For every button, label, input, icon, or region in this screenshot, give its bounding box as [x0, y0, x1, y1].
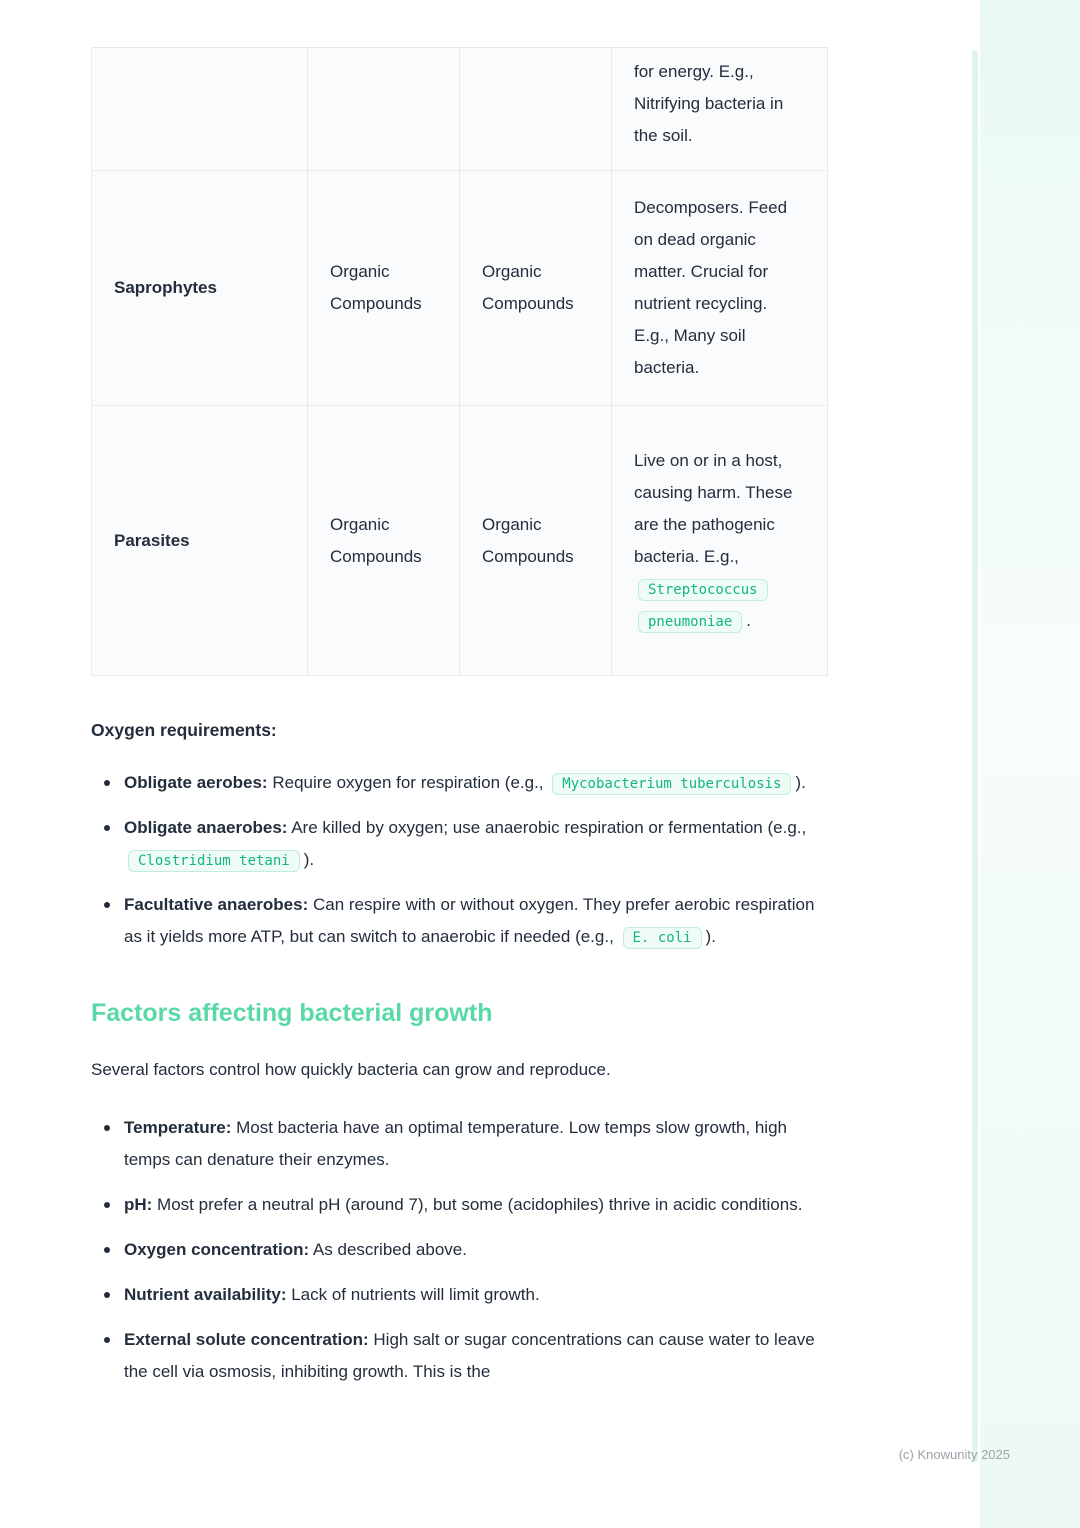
- item-text: High salt or sugar concentrations can cause water to leave the cell via osmosis, inhibiting growth. This is the: [124, 1330, 815, 1381]
- nutrition-cell: Organic Compounds: [308, 171, 460, 406]
- term-bold: Obligate anaerobes:: [124, 818, 288, 837]
- row-label-cell: Saprophytes: [92, 171, 308, 406]
- list-item: [91, 812, 831, 876]
- description-text: .: [746, 610, 752, 630]
- factors-section-heading: Factors affecting bacterial growth: [91, 999, 493, 1027]
- species-code-chip: Mycobacterium tuberculosis: [552, 773, 791, 795]
- species-code-chip: E. coli: [623, 927, 702, 949]
- energy-cell: Organic Compounds: [460, 171, 612, 406]
- list-item: [91, 767, 831, 799]
- description-text: Live on or in a host, causing harm. These are the pathogenic bacteria. E.g.,: [634, 450, 793, 566]
- list-item: [91, 1234, 831, 1266]
- item-text: ).: [303, 850, 315, 869]
- item-text: Most bacteria have an optimal temperature. Low temps slow growth, high temps can denature their enzymes.: [124, 1118, 787, 1169]
- table-row: [92, 48, 828, 171]
- list-item: [91, 1189, 831, 1221]
- term-bold: Facultative anaerobes:: [124, 895, 309, 914]
- species-code-chip: Clostridium tetani: [128, 850, 300, 872]
- item-text: Require oxygen for respiration (e.g.,: [267, 773, 549, 792]
- description-cell: [612, 406, 828, 676]
- page-edge-decoration: [980, 0, 1080, 1528]
- item-text: ).: [705, 927, 716, 946]
- energy-cell: [460, 48, 612, 171]
- list-item: [91, 1112, 831, 1176]
- row-label-cell: Parasites: [92, 406, 308, 676]
- list-item: [91, 1279, 831, 1311]
- nutrition-cell: [308, 48, 460, 171]
- list-item: [91, 1324, 831, 1388]
- description-cell: for energy. E.g., Nitrifying bacteria in the soil.: [612, 48, 828, 171]
- scrollbar-track[interactable]: [972, 50, 978, 1462]
- item-text: As described above.: [309, 1240, 467, 1259]
- term-bold: Obligate aerobes:: [124, 773, 268, 792]
- row-label-cell: [92, 48, 308, 171]
- term-bold: Temperature:: [124, 1118, 232, 1137]
- term-bold: Oxygen concentration:: [124, 1240, 310, 1259]
- species-code-chip: Streptococcus pneumoniae: [638, 579, 768, 633]
- item-text: Most prefer a neutral pH (around 7), but some (acidophiles) thrive in acidic conditions.: [152, 1195, 803, 1214]
- item-text: ).: [795, 773, 806, 792]
- bacteria-nutrition-table: [91, 47, 828, 676]
- table-row: [92, 406, 828, 676]
- table-row: [92, 171, 828, 406]
- item-text: Can respire with or without oxygen. They prefer aerobic respiration as it yields more ATP, but can switch to anaerobic if needed (e.g.,: [124, 895, 815, 946]
- energy-cell: Organic Compounds: [460, 406, 612, 676]
- footer-copyright: (c) Knowunity 2025: [898, 1447, 1010, 1462]
- term-bold: pH:: [124, 1195, 153, 1214]
- oxygen-requirements-heading: Oxygen requirements:: [91, 720, 277, 740]
- item-text: Are killed by oxygen; use anaerobic respiration or fermentation (e.g.,: [287, 818, 807, 837]
- nutrition-cell: Organic Compounds: [308, 406, 460, 676]
- term-bold: External solute concentration:: [124, 1330, 369, 1349]
- description-cell: Decomposers. Feed on dead organic matter. Crucial for nutrient recycling. E.g., Many soil bacteria.: [612, 171, 828, 406]
- term-bold: Nutrient availability:: [124, 1285, 287, 1304]
- factors-list: [91, 1112, 831, 1388]
- list-item: [91, 889, 831, 953]
- item-text: Lack of nutrients will limit growth.: [286, 1285, 540, 1304]
- oxygen-requirements-list: [91, 767, 831, 953]
- document-content: [91, 47, 831, 1401]
- factors-intro-paragraph: Several factors control how quickly bacteria can grow and reproduce.: [91, 1060, 611, 1079]
